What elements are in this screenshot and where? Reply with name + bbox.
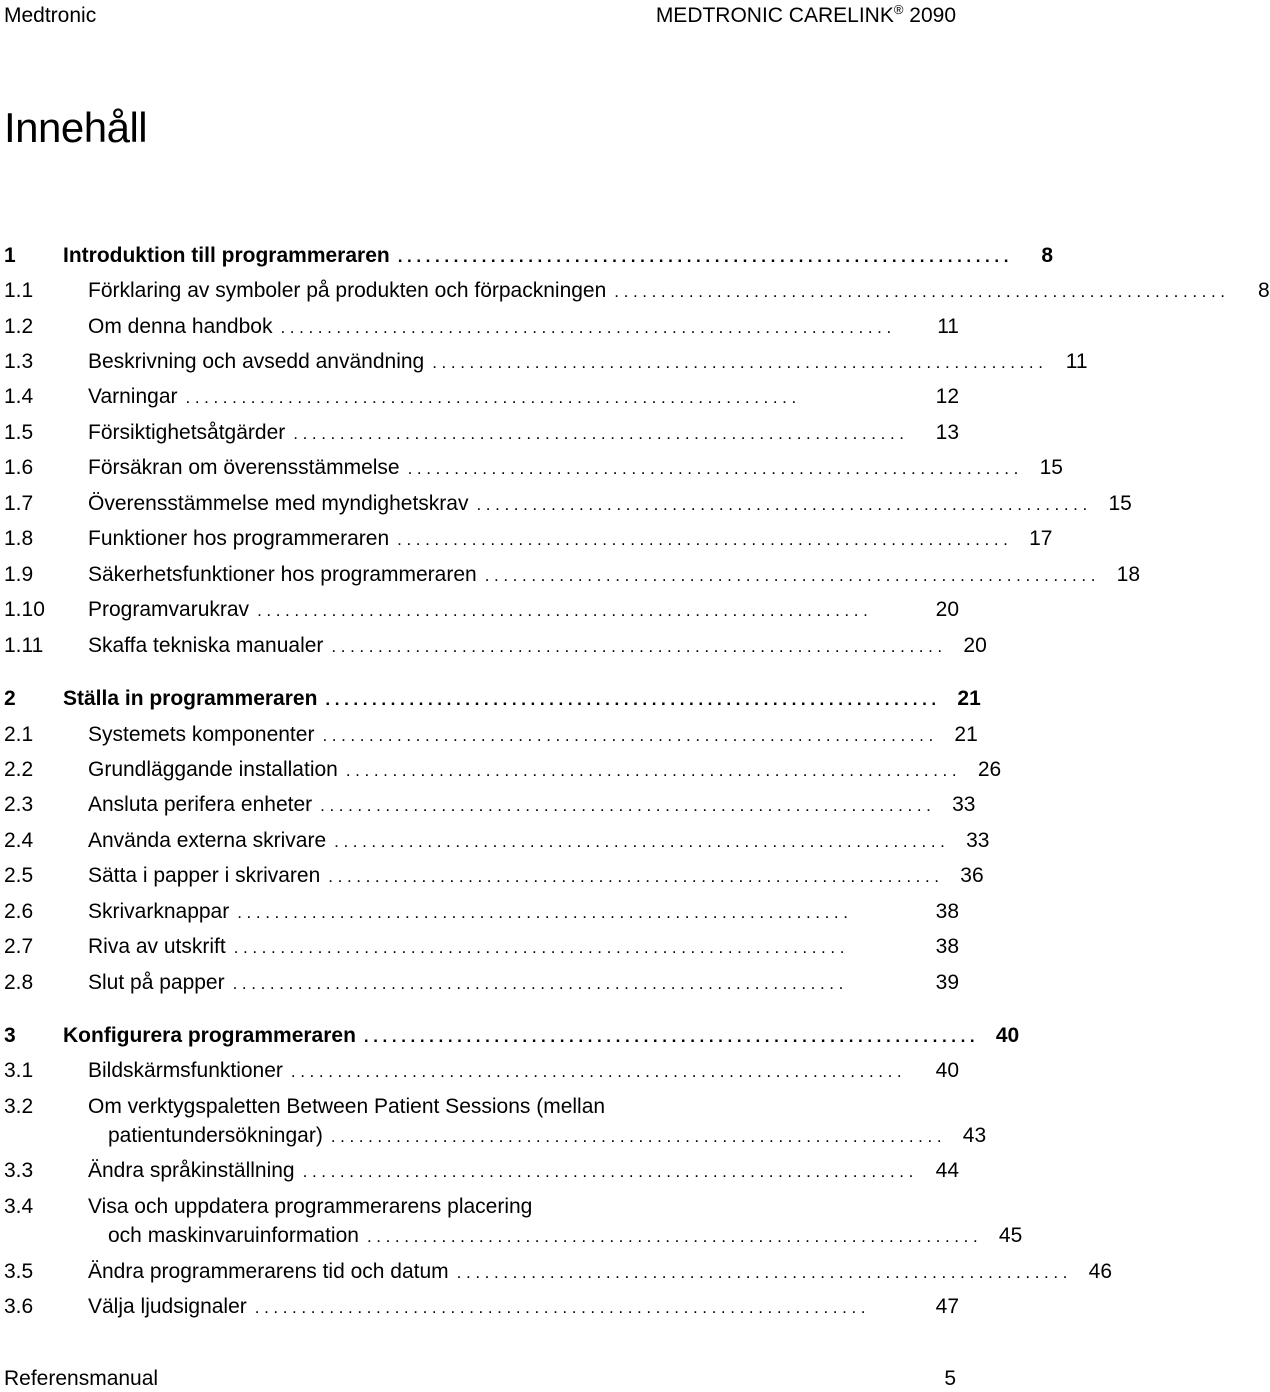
toc-title: Grundläggande installation — [88, 758, 338, 781]
toc-title: Bildskärmsfunktioner — [88, 1059, 283, 1082]
toc-title: Försäkran om överensstämmelse — [88, 456, 400, 479]
toc-number: 3 — [4, 1024, 16, 1047]
toc-title: Programvarukrav — [88, 598, 250, 621]
toc-number: 2.1 — [4, 723, 34, 746]
toc-title: Ansluta perifera enheter — [88, 793, 313, 816]
toc-section-1-11[interactable] — [4, 631, 987, 661]
toc-section-2-5[interactable] — [4, 861, 984, 891]
toc-page-number: 15 — [1039, 456, 1063, 479]
toc-title: Riva av utskrift — [88, 935, 226, 958]
toc-page-number: 11 — [937, 315, 959, 338]
toc-number: 1.9 — [4, 563, 34, 586]
dot-leader: .................................................................. — [331, 637, 947, 656]
toc-title-line-1: Visa och uppdatera programmerarens placering — [88, 1195, 533, 1218]
toc-number: 1.10 — [4, 598, 45, 621]
toc-page-number: 12 — [935, 385, 959, 408]
dot-leader: .................................................................. — [334, 832, 950, 851]
toc-page-number: 18 — [1116, 563, 1141, 586]
header-brand: Medtronic — [4, 4, 97, 27]
dot-leader: .................................................................. — [185, 388, 801, 407]
toc-title: Beskrivning och avsedd användning — [88, 350, 425, 373]
toc-section-1-7[interactable] — [4, 489, 1132, 519]
header-product-name: MEDTRONIC CARELINK — [655, 4, 894, 27]
toc-title: Sätta i papper i skrivaren — [88, 864, 321, 887]
toc-number: 3.4 — [4, 1195, 34, 1218]
toc-number: 1.6 — [4, 456, 34, 479]
toc-section-1-9[interactable] — [4, 560, 1141, 590]
toc-section-2-2[interactable] — [4, 755, 1002, 785]
toc-title: Skrivarknappar — [88, 900, 230, 923]
toc-section-1-5[interactable] — [4, 418, 959, 448]
toc-title: Ändra språkinställning — [88, 1159, 295, 1182]
toc-section-1-3[interactable] — [4, 347, 1088, 377]
toc-section-2-1[interactable] — [4, 720, 978, 750]
footer-manual-title: Referensmanual — [4, 1367, 159, 1390]
toc-number: 1.4 — [4, 385, 34, 408]
dot-leader: .................................................................. — [254, 1298, 871, 1317]
toc-page-number: 38 — [935, 935, 959, 958]
toc-section-3-2[interactable] — [4, 1092, 987, 1152]
toc-number: 2 — [4, 687, 16, 710]
toc-section-2-8[interactable] — [4, 968, 959, 998]
toc-title: Varningar — [88, 385, 178, 408]
toc-number: 1 — [4, 244, 16, 267]
toc-page-number: 20 — [963, 634, 987, 657]
toc-page-number: 46 — [1088, 1260, 1112, 1283]
toc-page-number: 11 — [1065, 350, 1088, 373]
dot-leader: .................................................................. — [363, 1027, 980, 1046]
toc-page-number: 40 — [935, 1059, 959, 1082]
dot-leader: .................................................................. — [290, 1062, 907, 1081]
toc-page-number: 45 — [998, 1224, 1023, 1247]
toc-number: 2.6 — [4, 900, 34, 923]
footer-page-number: 5 — [944, 1367, 956, 1390]
table-of-contents — [4, 0, 1270, 1391]
toc-number: 3.1 — [4, 1059, 34, 1082]
toc-section-1-1[interactable] — [4, 276, 1270, 306]
toc-page-number: 36 — [960, 864, 984, 887]
toc-page-number: 13 — [935, 421, 959, 444]
dot-leader: .................................................................. — [325, 690, 941, 709]
toc-number: 2.5 — [4, 864, 34, 887]
dot-leader: .................................................................. — [614, 282, 1230, 301]
dot-leader: .................................................................. — [237, 903, 853, 922]
dot-leader: .................................................................. — [456, 1263, 1072, 1282]
toc-number: 3.5 — [4, 1260, 34, 1283]
toc-page-number: 39 — [935, 971, 959, 994]
toc-number: 1.5 — [4, 421, 34, 444]
toc-section-1-8[interactable] — [4, 524, 1053, 554]
dot-leader: .................................................................. — [330, 1127, 947, 1146]
toc-title: Använda externa skrivare — [88, 829, 327, 852]
toc-section-2-3[interactable] — [4, 790, 976, 820]
toc-page-number: 17 — [1029, 527, 1053, 550]
toc-page-number: 8 — [1257, 279, 1270, 302]
dot-leader: .................................................................. — [320, 796, 936, 815]
dot-leader: .................................................................. — [293, 424, 909, 443]
toc-number: 2.7 — [4, 935, 34, 958]
toc-section-3-1[interactable] — [4, 1056, 959, 1086]
toc-title: Överensstämmelse med myndighetskrav — [88, 492, 469, 515]
dot-leader: .................................................................. — [476, 495, 1092, 514]
dot-leader: .................................................................. — [232, 974, 848, 993]
toc-title: Säkerhetsfunktioner hos programmeraren — [88, 563, 477, 586]
toc-number: 3.2 — [4, 1095, 34, 1118]
toc-title: Skaffa tekniska manualer — [88, 634, 324, 657]
dot-leader: .................................................................. — [328, 867, 944, 886]
dot-leader: .................................................................. — [407, 459, 1023, 478]
toc-title: Försiktighetsåtgärder — [88, 421, 286, 444]
toc-section-3-4[interactable] — [4, 1192, 1023, 1252]
toc-chapter-3[interactable] — [4, 1021, 1020, 1051]
toc-title: Konfigurera programmeraren — [63, 1024, 356, 1047]
toc-section-2-7[interactable] — [4, 932, 959, 962]
toc-page-number: 47 — [935, 1295, 959, 1318]
toc-page-number: 21 — [954, 723, 978, 746]
toc-number: 1.2 — [4, 315, 34, 338]
toc-page-number: 21 — [957, 687, 981, 710]
toc-chapter-2[interactable] — [4, 684, 981, 714]
toc-number: 2.2 — [4, 758, 34, 781]
toc-title: Ställa in programmeraren — [63, 687, 318, 710]
toc-title: Om denna handbok — [88, 315, 273, 338]
toc-page-number: 26 — [977, 758, 1002, 781]
dot-leader: .................................................................. — [484, 566, 1101, 585]
toc-section-3-6[interactable] — [4, 1292, 959, 1322]
toc-title: Förklaring av symboler på produkten och förpackningen — [88, 279, 607, 302]
dot-leader: .................................................................. — [397, 247, 1014, 266]
toc-number: 3.6 — [4, 1295, 34, 1318]
toc-section-2-6[interactable] — [4, 897, 959, 927]
toc-title-line-1: Om verktygspaletten Between Patient Sessions (mellan — [88, 1095, 606, 1118]
toc-section-1-6[interactable] — [4, 453, 1063, 483]
dot-leader: .................................................................. — [302, 1162, 918, 1181]
toc-page-number: 33 — [966, 829, 990, 852]
toc-title-line-2: och maskinvaruinformation — [108, 1224, 359, 1247]
toc-number: 2.3 — [4, 793, 34, 816]
toc-title: Ändra programmerarens tid och datum — [88, 1260, 449, 1283]
dot-leader: .................................................................. — [366, 1227, 983, 1246]
toc-page-number: 40 — [995, 1024, 1020, 1047]
toc-chapter-1[interactable] — [4, 241, 1054, 271]
header-product-model: 2090 — [909, 4, 956, 27]
toc-section-2-4[interactable] — [4, 826, 990, 856]
toc-page-number: 20 — [935, 598, 959, 621]
toc-page-number: 33 — [952, 793, 976, 816]
toc-number: 1.1 — [4, 279, 34, 302]
toc-page-number: 44 — [935, 1159, 959, 1182]
toc-number: 2.8 — [4, 971, 34, 994]
toc-section-1-4[interactable] — [4, 382, 959, 412]
dot-leader: .................................................................. — [345, 761, 962, 780]
toc-page-number: 15 — [1108, 492, 1132, 515]
toc-number: 1.8 — [4, 527, 34, 550]
toc-page-number: 8 — [1041, 244, 1054, 267]
toc-title: Funktioner hos programmeraren — [88, 527, 390, 550]
registered-mark: ® — [893, 2, 904, 17]
toc-number: 3.3 — [4, 1159, 34, 1182]
page-title: Innehåll — [4, 104, 148, 151]
toc-title-line-2: patientundersökningar) — [108, 1124, 323, 1147]
toc-page-number: 38 — [935, 900, 959, 923]
toc-page-number: 43 — [962, 1124, 987, 1147]
toc-section-3-5[interactable] — [4, 1257, 1112, 1287]
dot-leader: .................................................................. — [432, 353, 1048, 372]
dot-leader: .................................................................. — [322, 726, 938, 745]
toc-title: Välja ljudsignaler — [88, 1295, 247, 1318]
toc-title: Systemets komponenter — [88, 723, 315, 746]
dot-leader: .................................................................. — [280, 318, 896, 337]
toc-title: Introduktion till programmeraren — [63, 244, 390, 267]
dot-leader: .................................................................. — [257, 601, 873, 620]
toc-section-1-10[interactable] — [4, 595, 959, 625]
dot-leader: .................................................................. — [233, 938, 850, 957]
dot-leader: .................................................................. — [397, 530, 1013, 549]
toc-number: 2.4 — [4, 829, 34, 852]
toc-number: 1.7 — [4, 492, 34, 515]
toc-title: Slut på papper — [88, 971, 225, 994]
toc-number: 1.11 — [4, 634, 44, 657]
toc-number: 1.3 — [4, 350, 34, 373]
toc-section-3-3[interactable] — [4, 1156, 959, 1186]
toc-section-1-2[interactable] — [4, 312, 959, 342]
